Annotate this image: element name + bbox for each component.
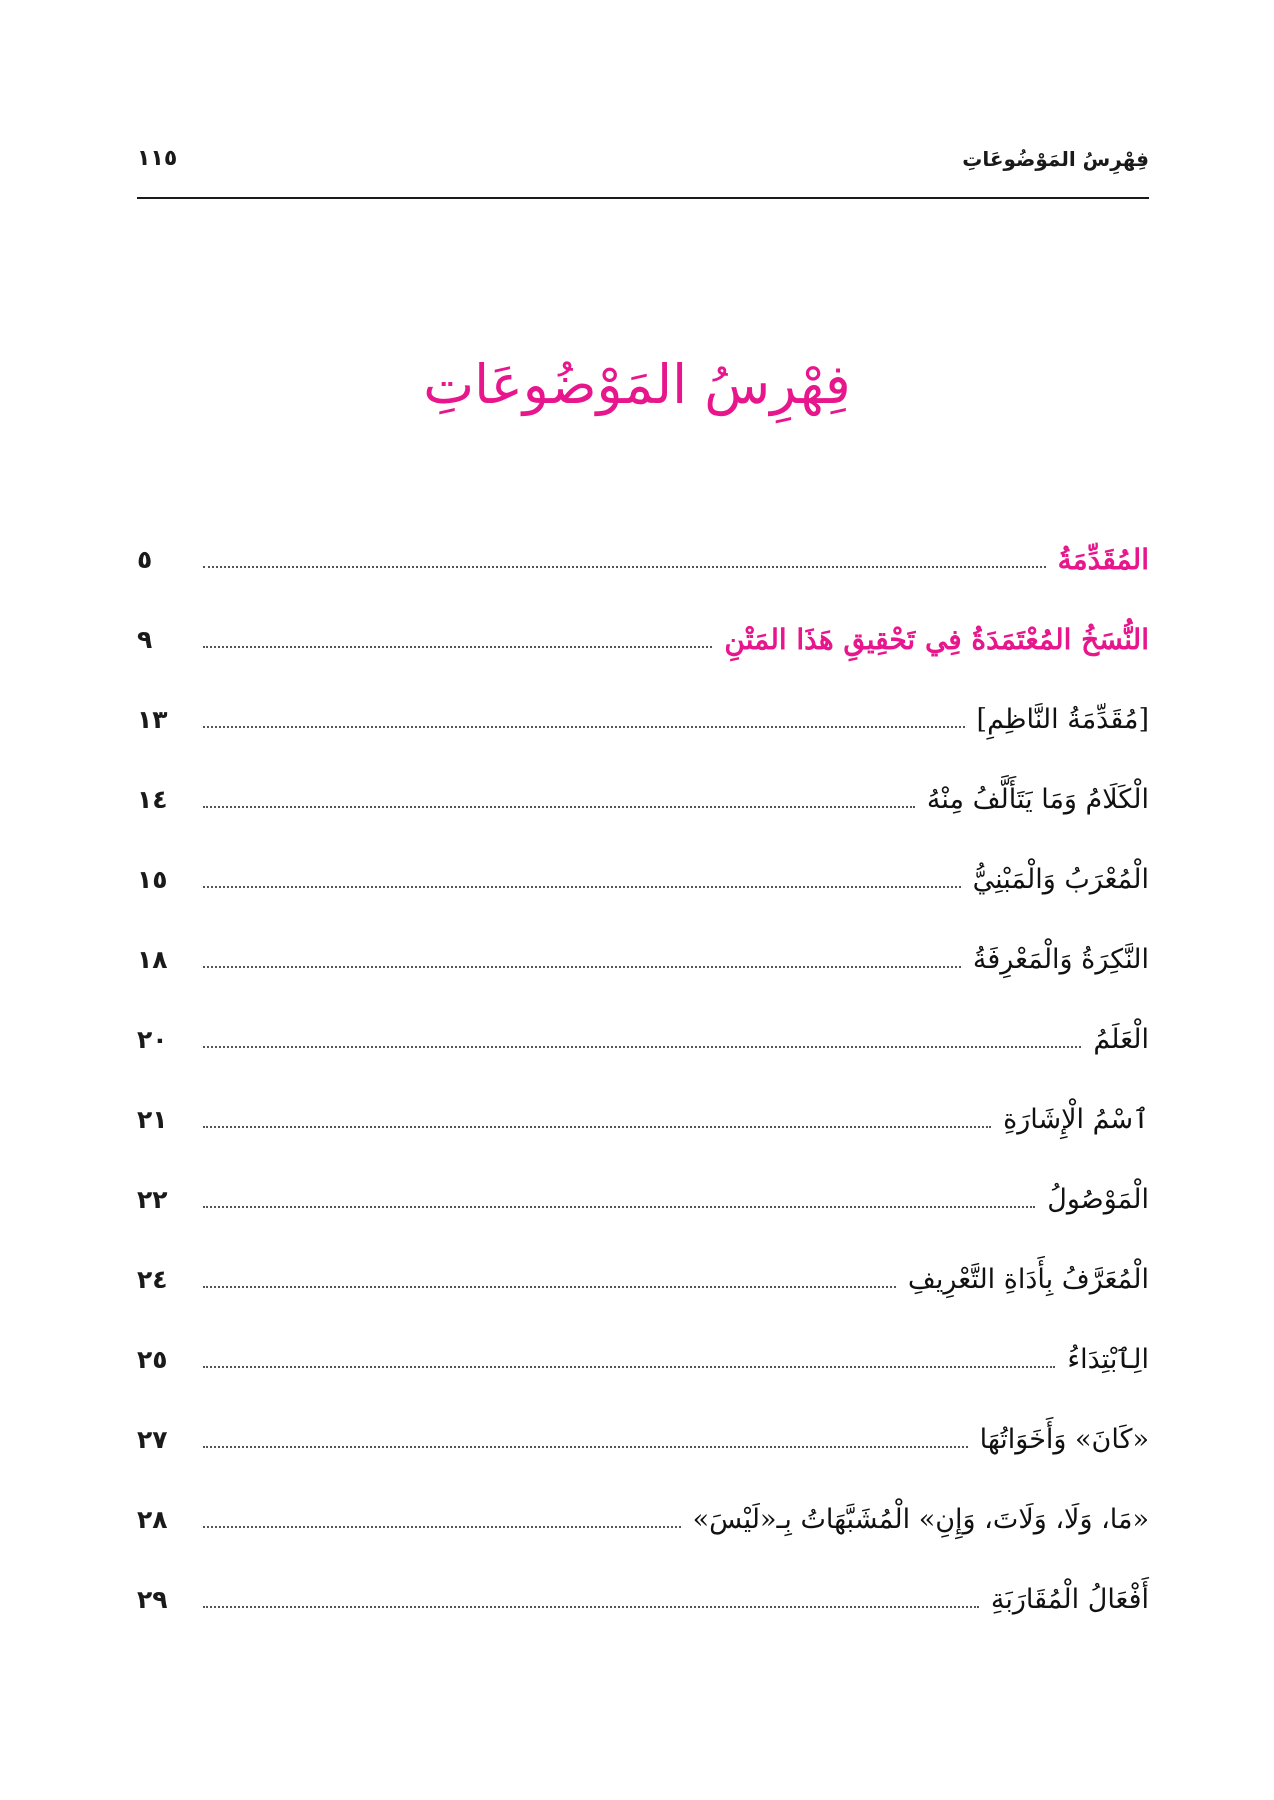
leader-dots (203, 566, 1046, 568)
toc-entry-page: ١٨ (137, 945, 168, 974)
toc-entry[interactable] (137, 680, 1149, 760)
toc-entry-page: ١٥ (137, 865, 168, 894)
toc-entry-page: ٢٨ (137, 1505, 168, 1534)
toc-entry-title: النَّكِرَةُ وَالْمَعْرِفَةُ (972, 944, 1149, 975)
toc-entry[interactable] (137, 1320, 1149, 1400)
leader-dots (203, 726, 965, 728)
toc-entry-title: الْمُعْرَبُ وَالْمَبْنِيُّ (972, 864, 1149, 895)
toc-entry[interactable] (137, 840, 1149, 920)
toc-entry-title: ٱسْمُ الْإِشَارَةِ (1003, 1104, 1149, 1135)
toc-heading: فِهْرِسُ المَوْضُوعَاتِ (423, 353, 851, 416)
leader-dots (203, 966, 961, 968)
toc-entry-title: الْعَلَمُ (1093, 1024, 1149, 1055)
leader-dots (203, 806, 915, 808)
toc-entry-title: الْكَلَامُ وَمَا يَتَأَلَّفُ مِنْهُ (926, 784, 1149, 815)
leader-dots (203, 1126, 991, 1128)
toc-entry[interactable] (137, 1400, 1149, 1480)
toc-entry-page: ٩ (137, 625, 153, 654)
toc-entry[interactable] (137, 1000, 1149, 1080)
toc-entry[interactable] (137, 920, 1149, 1000)
leader-dots (203, 1286, 896, 1288)
leader-dots (203, 1206, 1035, 1208)
running-title: فِهْرِسُ المَوْضُوعَاتِ (962, 147, 1149, 171)
toc-entry-page: ٥ (137, 545, 153, 574)
toc-entry-page: ١٤ (137, 785, 168, 814)
leader-dots (203, 1526, 681, 1528)
toc-entry[interactable] (137, 1480, 1149, 1560)
toc-entry-page: ٢٥ (137, 1345, 168, 1374)
toc-entry-page: ٢٤ (137, 1265, 168, 1294)
toc-entry-title: «كَانَ» وَأَخَوَاتُهَا (979, 1424, 1149, 1455)
toc-entry[interactable] (137, 1560, 1149, 1640)
toc-entry-title: أَفْعَالُ الْمُقَارَبَةِ (990, 1584, 1149, 1615)
toc-entry[interactable] (137, 520, 1149, 600)
leader-dots (203, 646, 712, 648)
running-header (137, 145, 1149, 199)
toc-entry-title: النُّسَخُ المُعْتَمَدَةُ فِي تَحْقِيقِ هَذَا المَتْنِ (724, 623, 1149, 656)
toc-entry[interactable] (137, 1240, 1149, 1320)
leader-dots (203, 1446, 968, 1448)
leader-dots (203, 1366, 1055, 1368)
toc-entry-page: ٢١ (137, 1105, 168, 1134)
toc-entry[interactable] (137, 1080, 1149, 1160)
toc-entry-page: ١٣ (137, 705, 168, 734)
toc-entry-page: ٢٩ (137, 1585, 168, 1614)
page-number: ١١٥ (137, 146, 178, 171)
toc-entry-title: الْمُعَرَّفُ بِأَدَاةِ التَّعْرِيفِ (907, 1264, 1149, 1295)
leader-dots (203, 1046, 1081, 1048)
toc-entry-title: «مَا، وَلَا، وَلَاتَ، وَإِنِ» الْمُشَبَّهَاتُ بِـ«لَيْسَ» (692, 1504, 1149, 1535)
toc-entry[interactable] (137, 760, 1149, 840)
toc-entry-title: المُقَدِّمَةُ (1057, 543, 1149, 576)
leader-dots (203, 886, 961, 888)
toc-entry-title: الْمَوْصُولُ (1047, 1184, 1149, 1215)
toc-entry-page: ٢٧ (137, 1425, 168, 1454)
toc-entry[interactable] (137, 1160, 1149, 1240)
toc-entry-title: [مُقَدِّمَةُ النَّاظِمِ] (976, 704, 1149, 735)
toc-entry-title: الِٱبْتِدَاءُ (1067, 1344, 1149, 1375)
table-of-contents (137, 520, 1149, 1640)
toc-entry[interactable] (137, 600, 1149, 680)
toc-entry-page: ٢٠ (137, 1025, 168, 1054)
leader-dots (203, 1606, 979, 1608)
toc-entry-page: ٢٢ (137, 1185, 168, 1214)
